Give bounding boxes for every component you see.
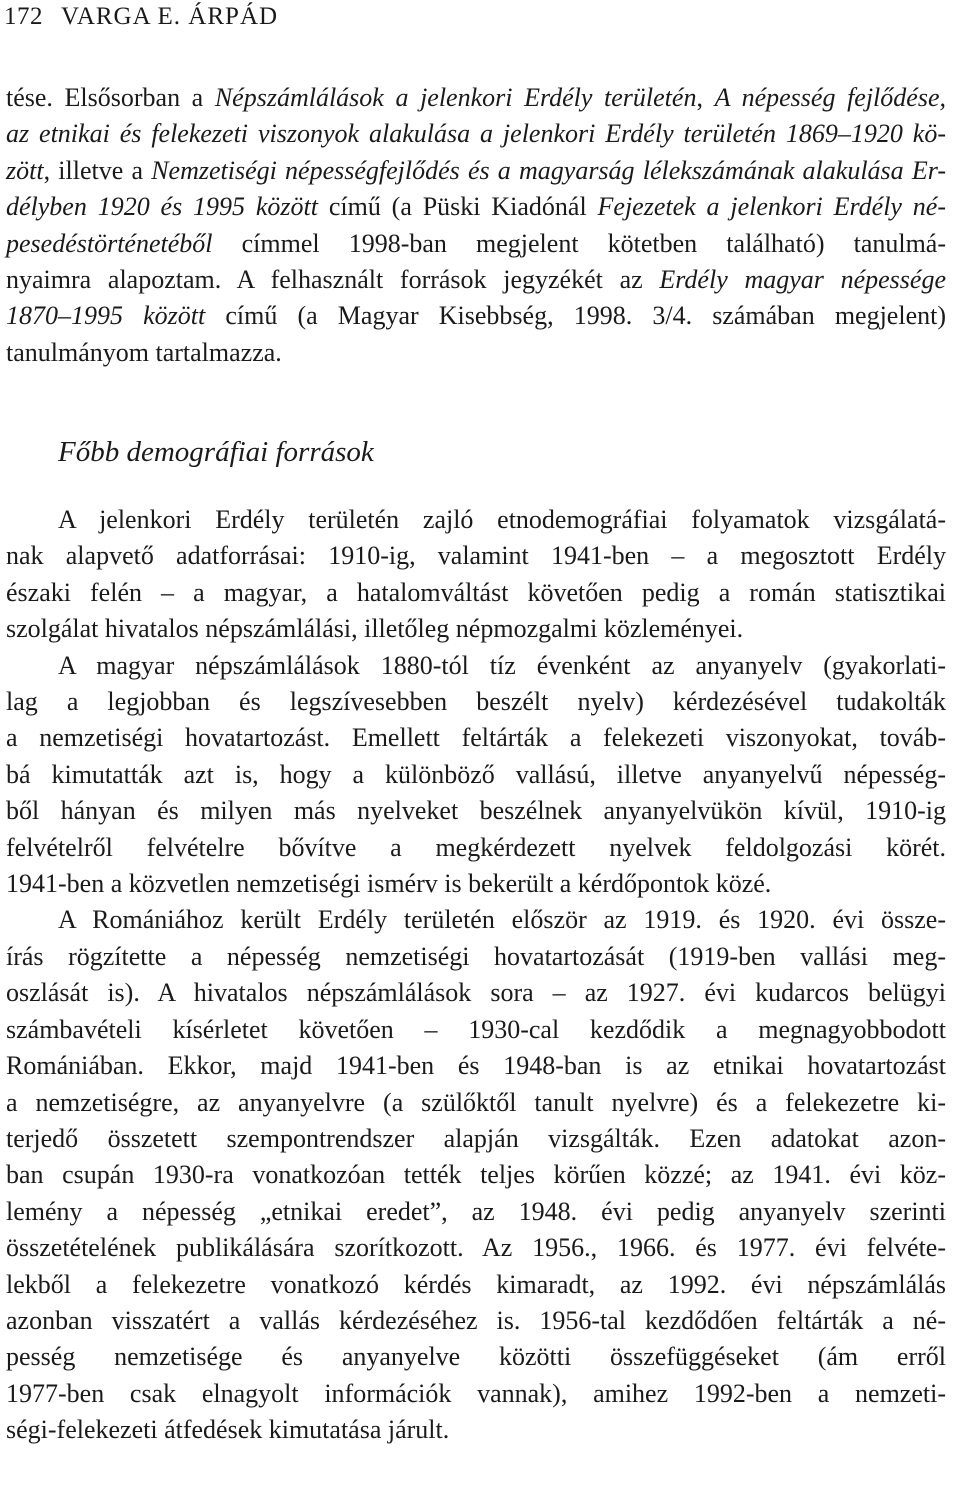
author-name: VARGA E. ÁRPÁD (61, 3, 279, 30)
text-line: pesség nemzetisége és anyanyelve közötti összefüggéseket (ám erről (6, 1342, 946, 1372)
text-line (6, 189, 946, 225)
text-line (6, 153, 946, 189)
text-segment: Nemzetiségi népességfejlődés és a magyarság lélekszámának alakulása Er- (151, 155, 946, 185)
text-line: 1941-ben a közvetlen nemzetiségi ismérv is bekerült a kérdőpontok közé. (6, 869, 772, 899)
text-line: A Romániához került Erdély területén először az 1919. és 1920. évi össze- (58, 905, 946, 935)
text-segment: Népszámlálások a jelenkori Erdély területén (214, 83, 697, 112)
text-segment: , (696, 83, 715, 112)
text-line: ban csupán 1930-ra vonatkozóan tették teljes körűen közzé; az 1941. évi köz- (6, 1160, 946, 1190)
text-line: ből hányan és milyen más nyelveket beszélnek anyanyelvükön kívül, 1910-ig (6, 796, 946, 826)
text-line (6, 298, 946, 334)
text-line: lekből a felekezetre vonatkozó kérdés kimaradt, az 1992. évi népszámlálás (6, 1269, 946, 1299)
text-segment: délyben 1920 és 1995 között (6, 192, 318, 222)
text-segment: zött (6, 155, 44, 185)
text-line: számbavételi kísérletet követően – 1930-cal kezdődik a megnagyobbodott (6, 1014, 946, 1044)
text-line: a nemzetiségi hovatartozást. Emellett feltárták a felekezeti viszonyokat, továb- (6, 723, 946, 753)
text-line (6, 116, 946, 152)
text-segment: című (a Magyar Kisebbség, 1998. 3/4. számában megjelent) (205, 301, 946, 331)
text-segment: nyaimra alapoztam. A felhasznált források jegyzékét az (6, 265, 660, 295)
page-number: 172 (4, 3, 43, 30)
text-segment: pesedéstörténetéből (6, 228, 213, 258)
text-line: írás rögzítette a népesség nemzetiségi hovatartozását (1919-ben vallási meg- (6, 941, 946, 971)
text-line: szolgálat hivatalos népszámlálási, illetőleg népmozgalmi közleményei. (6, 614, 744, 644)
text-segment: tése. Elsősorban a (6, 83, 215, 112)
text-line (6, 262, 946, 298)
text-segment: című (a Püski Kiadónál (318, 192, 598, 222)
text-line: A magyar népszámlálások 1880-tól tíz évenként az anyanyelv (gyakorlati- (58, 650, 946, 680)
text-line: ségi-felekezeti átfedések kimutatása járult. (6, 1415, 450, 1445)
text-line: 1977-ben csak elnagyolt információk vannak), amihez 1992-ben a nemzeti- (6, 1378, 946, 1408)
text-segment: , illetve a (43, 155, 152, 185)
text-line: azonban visszatért a vallás kérdezéséhez is. 1956-tal kezdődően feltárták a né- (6, 1305, 946, 1335)
running-head (4, 2, 278, 32)
text-line: bá kimutatták azt is, hogy a különböző vallású, illetve anyanyelvű népesség- (6, 759, 946, 789)
text-line: oszlását is). A hivatalos népszámlálások sora – az 1927. évi kudarcos belügyi (6, 978, 946, 1008)
text-line (6, 335, 946, 371)
text-line (6, 226, 946, 262)
text-line: Romániában. Ekkor, majd 1941-ben és 1948-ban is az etnikai hovatartozást (6, 1051, 946, 1081)
text-segment: Fejezetek a jelenkori Erdély né- (597, 192, 947, 222)
intro-paragraph (6, 80, 946, 371)
text-line: felvételről felvételre bővítve a megkérdezett nyelvek feldolgozási körét. (6, 832, 946, 862)
text-segment: az etnikai és felekezeti viszonyok alakulása a jelenkori Erdély területén 1869–1920 kö- (6, 119, 946, 149)
text-line (6, 80, 946, 116)
text-line: lag a legjobban és legszívesebben beszélt nyelv) kérdezésével tudakolták (6, 687, 946, 717)
text-line: terjedő összetett szempontrendszer alapján vizsgálták. Ezen adatokat azon- (6, 1123, 946, 1153)
text-segment: tanulmányom tartalmazza. (6, 337, 282, 367)
text-segment: 1870–1995 között (6, 301, 206, 331)
text-segment: címmel 1998-ban megjelent kötetben található) tanulmá- (212, 228, 946, 258)
text-line: lemény a népesség „etnikai eredet”, az 1948. évi pedig anyanyelv szerinti (6, 1196, 946, 1226)
text-line: a nemzetiségre, az anyanyelvre (a szülőktől tanult nyelvre) és a felekezetre ki- (6, 1087, 946, 1117)
text-segment: Erdély magyar népessége (659, 265, 946, 295)
text-segment: A népesség fejlődése, (714, 83, 946, 112)
text-line: A jelenkori Erdély területén zajló etnodemográfiai folyamatok vizsgálatá- (58, 505, 946, 534)
text-line: északi felén – a magyar, a hatalomváltást követően pedig a román statisztikai (6, 577, 946, 607)
text-line: összetételének publikálására szorítkozott. Az 1956., 1966. és 1977. évi felvéte- (6, 1233, 946, 1263)
text-line: nak alapvető adatforrásai: 1910-ig, valamint 1941-ben – a megosztott Erdély (6, 541, 946, 571)
main-text (6, 502, 946, 1449)
section-heading: Főbb demográfiai források (58, 436, 374, 468)
